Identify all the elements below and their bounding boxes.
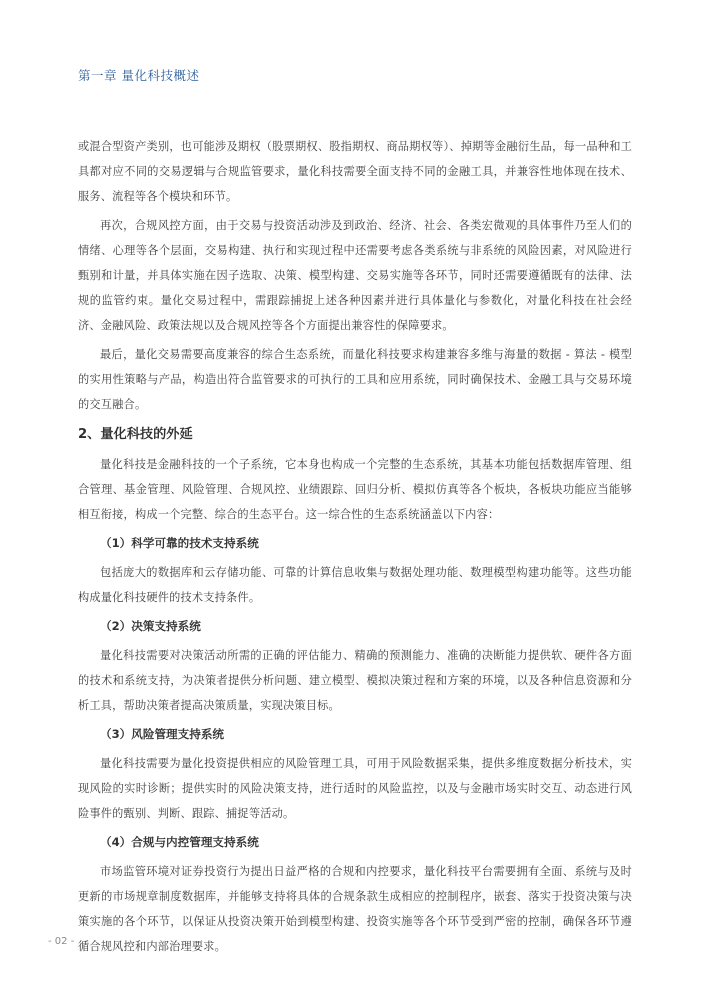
page-number: - 02 - [48, 936, 75, 947]
paragraph-extension-intro: 量化科技是金融科技的一个子系统，它本身也构成一个完整的生态系统，其基本功能包括数据库管理、组合管理、基金管理、风险管理、合规风控、业绩跟踪、回归分析、模拟仿真等各个板块，各板块功能应当能够相互衔接，构成一个完整、综合的生态平台。这一综合性的生态系统涵盖以下内容： [78, 458, 632, 521]
paragraph-compliance: 再次，合规风控方面，由于交易与投资活动涉及到政治、经济、社会、各类宏微观的具体事件乃至人们的情绪、心理等各个层面，交易构建、执行和实现过程中还需要考虑各类系统与非系统的风险因素，对风险进行甄别和计量，并具体实施在因子选取、决策、模型构建、交易实施等各环节，同时还需要遵循既有的法律、法规的监管约束。量化交易过程中，需跟踪捕捉上述各种因素并进行具体量化与参数化，对量化科技在社会经济、金融风险、政策法规以及合规风控等各个方面提出兼容性的保障要求。 [78, 219, 632, 332]
subheading-compliance-control: （4）合规与内控管理支持系统 [100, 835, 259, 849]
paragraph-compliance-control: 市场监管环境对证券投资行为提出日益严格的合规和内控要求，量化科技平台需要拥有全面、系统与及时更新的市场规章制度数据库，并能够支持将具体的合规条款生成相应的控制程序，嵌套、落实于投资决策与决策实施的各个环节，以保证从投资决策开始到模型构建、投资实施等各个环节受到严密的控制，确保各环节遵循合规风控和内部治理要求。 [78, 865, 632, 953]
subheading-tech-support: （1）科学可靠的技术支持系统 [100, 536, 259, 550]
section-heading-extension: 2、量化科技的外延 [78, 427, 193, 442]
paragraph-decision-support: 量化科技需要对决策活动所需的正确的评估能力、精确的预测能力、准确的决断能力提供软、硬件各方面的技术和系统支持，为决策者提供分析问题、建立模型、模拟决策过程和方案的环境，以及各种信息资源和分析工具，帮助决策者提高决策质量，实现决策目标。 [78, 649, 632, 712]
page-content [78, 134, 632, 963]
subheading-decision-support: （2）决策支持系统 [100, 619, 201, 633]
paragraph-continuation: 或混合型资产类别，也可能涉及期权（股票期权、股指期权、商品期权等）、掉期等金融衍生品，每一品种和工具都对应不同的交易逻辑与合规监管要求，量化科技需要全面支持不同的金融工具，并兼容性地体现在技术、服务、流程等各个模块和环节。 [78, 140, 632, 203]
paragraph-ecosystem: 最后，量化交易需要高度兼容的综合生态系统，而量化科技要求构建兼容多维与海量的数据 - 算法 - 模型的实用性策略与产品，构造出符合监管要求的可执行的工具和应用系统，同时确保技术、金融工具与交易环境的交互融合。 [78, 348, 632, 411]
subheading-risk-management: （3）风险管理支持系统 [100, 727, 225, 741]
chapter-header: 第一章 量化科技概述 [78, 68, 200, 83]
paragraph-risk-management: 量化科技需要为量化投资提供相应的风险管理工具，可用于风险数据采集，提供多维度数据分析技术，实现风险的实时诊断；提供实时的风险决策支持，进行适时的风险监控，以及与金融市场实时交互、动态进行风险事件的甄别、判断、跟踪、捕捉等活动。 [78, 757, 632, 820]
paragraph-tech-support: 包括庞大的数据库和云存储功能、可靠的计算信息收集与数据处理功能、数理模型构建功能等。这些功能构成量化科技硬件的技术支持条件。 [78, 566, 632, 604]
